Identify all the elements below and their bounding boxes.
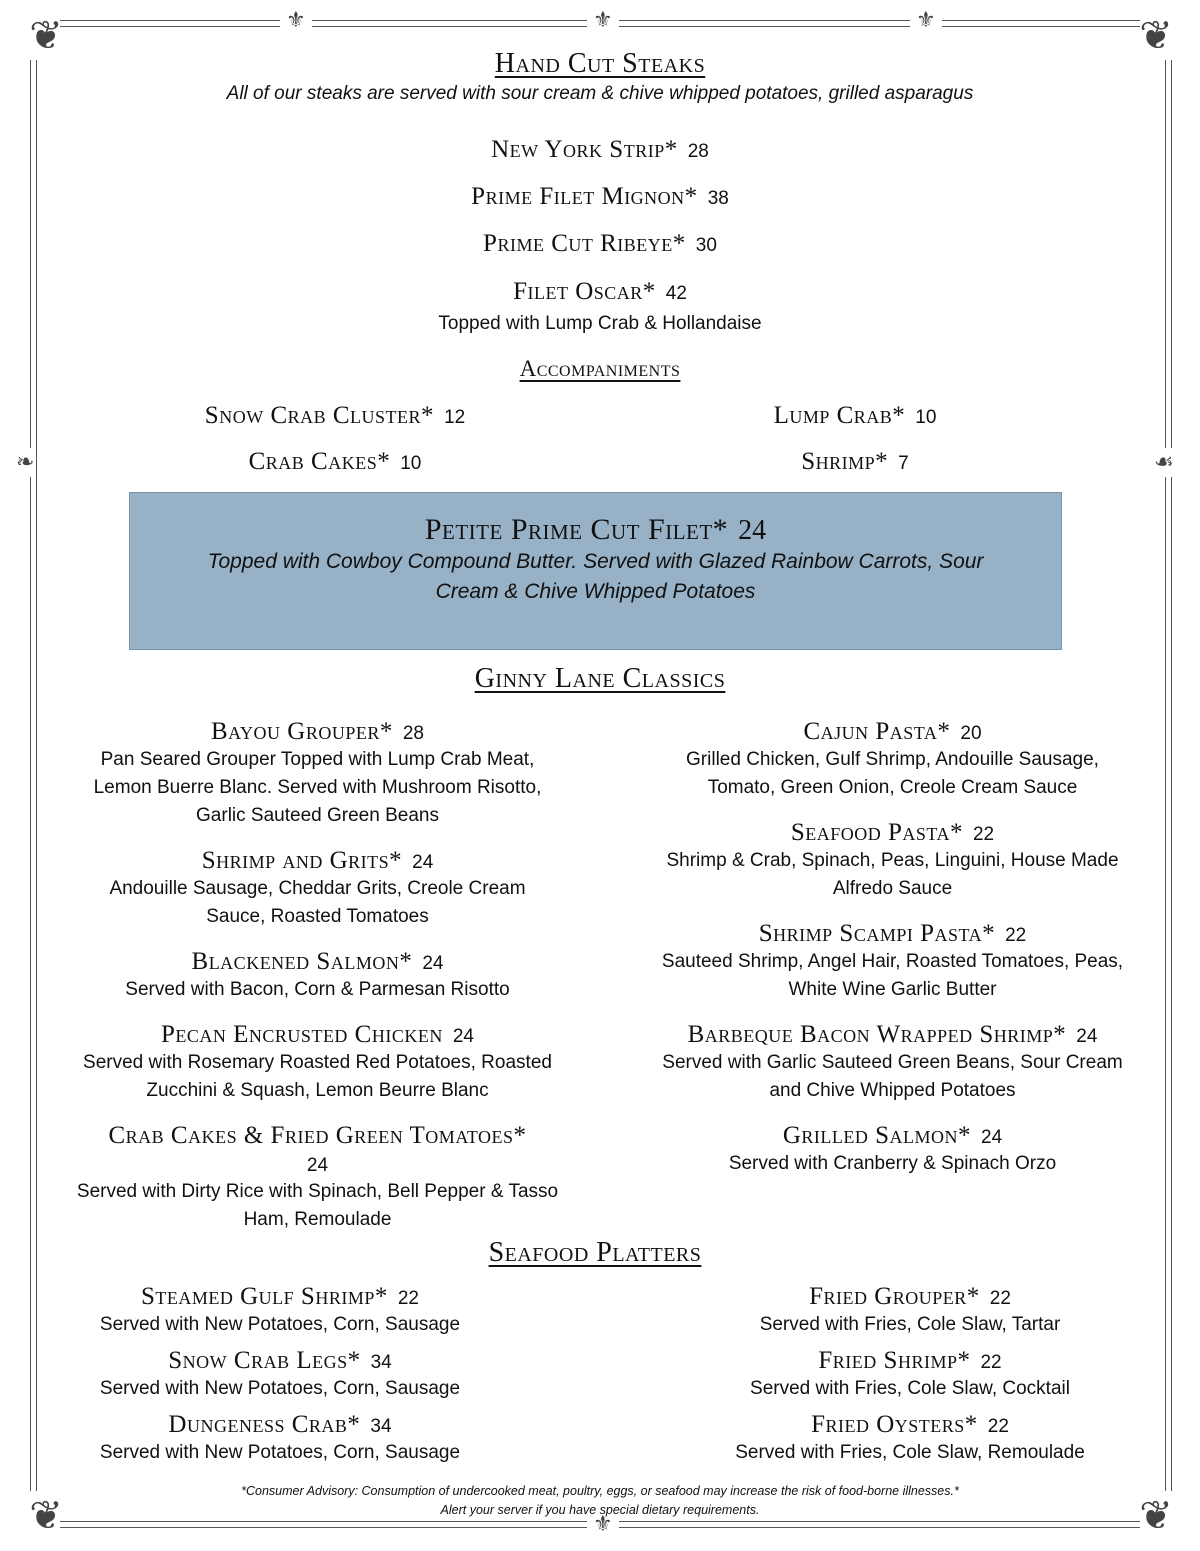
advisory-line-1: *Consumer Advisory: Consumption of undercooked meat, poultry, eggs, or seafood may increase the risk of food-borne illnesses.*	[241, 1484, 959, 1498]
menu-item: Barbeque Bacon Wrapped Shrimp* 24	[687, 1021, 1098, 1048]
section-title-accompaniments: Accompaniments	[519, 356, 681, 381]
menu-item: Cajun Pasta* 20	[803, 718, 982, 745]
menu-item: Fried Grouper* 22	[809, 1283, 1011, 1310]
menu-item: Prime Cut Ribeye* 30	[483, 230, 717, 257]
menu-item-desc: Served with New Potatoes, Corn, Sausage	[99, 1442, 461, 1463]
section-title-platters: Seafood Platters	[488, 1237, 702, 1268]
fleur-de-lis-icon: ⚜	[587, 1512, 619, 1537]
menu-item: Blackened Salmon* 24	[191, 948, 444, 975]
featured-item-name: Petite Prime Cut Filet* 24	[424, 513, 767, 546]
platters-right-column	[680, 1283, 1140, 1467]
menu-item-desc: Grilled Chicken, Gulf Shrimp, Andouille Sausage, Tomato, Green Onion, Creole Cream Sauce	[686, 749, 1099, 798]
menu-item: Steamed Gulf Shrimp* 22	[140, 1283, 419, 1310]
section-title-steaks: Hand Cut Steaks	[494, 48, 706, 79]
platters-left-column	[40, 1283, 520, 1467]
fleur-de-lis-icon: ⚜	[910, 8, 942, 33]
section-title-classics: Ginny Lane Classics	[474, 663, 726, 694]
menu-item: Grilled Salmon* 24	[782, 1122, 1003, 1149]
menu-item: Pecan Encrusted Chicken 24	[161, 1021, 474, 1048]
menu-item: Prime Filet Mignon* 38	[471, 183, 729, 210]
menu-item-desc: Served with Fries, Cole Slaw, Tartar	[759, 1314, 1061, 1335]
menu-item: Dungeness Crab* 34	[168, 1411, 392, 1438]
menu-item-desc: Served with Garlic Sauteed Green Beans, Sour Cream and Chive Whipped Potatoes	[662, 1052, 1123, 1101]
fleur-de-lis-icon: ⚜	[280, 8, 312, 33]
menu-item: New York Strip* 28	[491, 136, 709, 163]
menu-item-desc: Topped with Lump Crab & Hollandaise	[438, 313, 762, 334]
menu-item-desc: Served with New Potatoes, Corn, Sausage	[99, 1314, 461, 1335]
consumer-advisory	[0, 1482, 1200, 1520]
menu-item-desc: Served with Bacon, Corn & Parmesan Risotto	[125, 979, 510, 1000]
advisory-line-2: Alert your server if you have special dietary requirements.	[440, 1503, 760, 1517]
classics-right-column	[630, 718, 1155, 1178]
menu-item: Shrimp* 7	[801, 448, 909, 475]
menu-item: Bayou Grouper* 28	[211, 718, 424, 745]
side-flourish-icon: ☙	[1154, 450, 1174, 475]
menu-item-desc: Sauteed Shrimp, Angel Hair, Roasted Tomatoes, Peas, White Wine Garlic Butter	[661, 951, 1124, 1000]
corner-ornament-icon: ❦	[29, 1493, 63, 1539]
menu-item: Filet Oscar* 42	[513, 278, 687, 305]
menu-item-desc: Pan Seared Grouper Topped with Lump Crab Meat, Lemon Buerre Blanc. Served with Mushroom Risotto, Garlic Sauteed Green Beans	[93, 749, 542, 826]
menu-item: Seafood Pasta* 22	[790, 819, 995, 846]
menu-item-desc: Andouille Sausage, Cheddar Grits, Creole Cream Sauce, Roasted Tomatoes	[109, 878, 526, 927]
menu-item: Crab Cakes* 10	[248, 448, 422, 475]
menu-item: Snow Crab Cluster* 12	[204, 402, 466, 429]
corner-ornament-icon: ❦	[1139, 1493, 1173, 1539]
corner-ornament-icon: ❦	[29, 13, 63, 59]
menu-item-desc: Served with Rosemary Roasted Red Potatoes, Roasted Zucchini & Squash, Lemon Beurre Blanc	[83, 1052, 552, 1101]
classics-left-column	[40, 718, 595, 1234]
right-border	[1165, 60, 1172, 1491]
fleur-de-lis-icon: ⚜	[587, 8, 619, 33]
menu-item: Fried Oysters* 22	[811, 1411, 1009, 1438]
featured-item-desc: Topped with Cowboy Compound Butter. Served with Glazed Rainbow Carrots, Sour Cream & Chive Whipped Potatoes	[207, 550, 984, 603]
side-flourish-icon: ❧	[16, 450, 35, 475]
featured-item-box	[129, 492, 1062, 650]
steaks-note: All of our steaks are served with sour cream & chive whipped potatoes, grilled asparagus	[226, 83, 974, 104]
menu-item: Snow Crab Legs* 34	[168, 1347, 392, 1374]
menu-item: Lump Crab* 10	[773, 402, 937, 429]
menu-item: Shrimp Scampi Pasta* 22	[758, 920, 1027, 947]
menu-item: Fried Shrimp* 22	[818, 1347, 1002, 1374]
left-border	[30, 60, 37, 1491]
corner-ornament-icon: ❦	[1139, 13, 1173, 59]
menu-item-desc: Served with New Potatoes, Corn, Sausage	[99, 1378, 461, 1399]
menu-item-desc: Served with Dirty Rice with Spinach, Bell Pepper & Tasso Ham, Remoulade	[76, 1181, 559, 1230]
menu-item-desc: Shrimp & Crab, Spinach, Peas, Linguini, House Made Alfredo Sauce	[666, 850, 1119, 899]
menu-item: Crab Cakes & Fried Green Tomatoes* 24	[108, 1122, 527, 1176]
menu-item-desc: Served with Fries, Cole Slaw, Remoulade	[735, 1442, 1085, 1463]
menu-item-desc: Served with Cranberry & Spinach Orzo	[728, 1153, 1057, 1174]
menu-item: Shrimp and Grits* 24	[201, 847, 434, 874]
menu-item-desc: Served with Fries, Cole Slaw, Cocktail	[750, 1378, 1070, 1399]
